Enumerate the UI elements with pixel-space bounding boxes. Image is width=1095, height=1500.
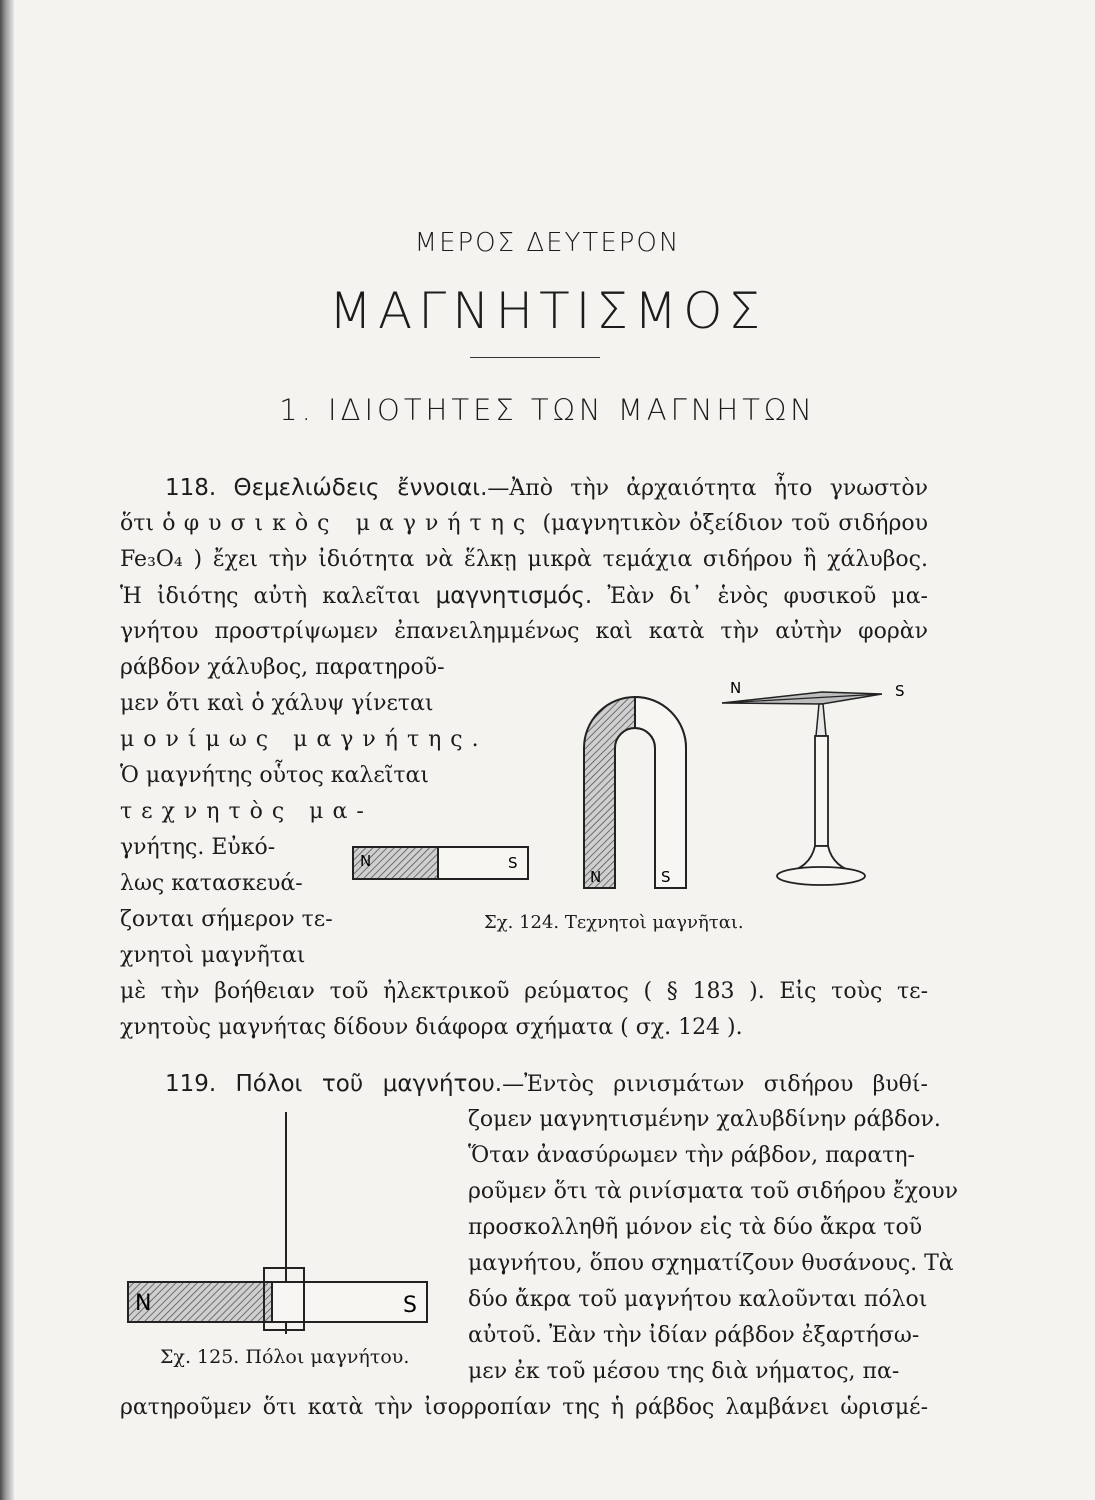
s118-line-1 (165, 470, 928, 507)
s119-heading: Πόλοι τοῦ μαγνήτου. (235, 1071, 503, 1097)
s119-right-line-8: μεν ἐκ τοῦ μέσου της διὰ νήματος, πα- (468, 1359, 900, 1384)
page-edge-shadow (0, 0, 14, 1500)
s119-line-1 (165, 1066, 928, 1103)
s118-col-line-6: γνήτης. Εὐκό- (120, 835, 276, 860)
fig124-horseshoe-magnet (584, 697, 686, 888)
s119-right-line-1: ζομεν μαγνητισμένην χαλυβδίνην ράβδον. (468, 1107, 941, 1132)
chapter-title: ΜΑΓΝΗΤΙΣΜΟΣ (328, 282, 767, 340)
fig124-caption: Σχ. 124. Τεχνητοὶ μαγνῆται. (484, 912, 744, 933)
s119-right-line-7: αὐτοῦ. Ἐὰν τὴν ἰδίαν ράβδον ἐξαρτήσω- (468, 1323, 920, 1348)
s119-right-line-3: ροῦμεν ὅτι τὰ ρινίσματα τοῦ σιδήρου ἔχουν (468, 1179, 958, 1204)
fig124-needle-north-label: N (730, 679, 742, 697)
s118-line-4b: Ἐὰν δι᾿ ἑνὸς φυσικοῦ μα- (607, 584, 928, 609)
s118-formula: Fe₃O₄ (120, 547, 183, 572)
part-title: ΜΕΡΟΣ ΔΕΥΤΕΡΟΝ (414, 228, 681, 258)
fig124-horseshoe-north-label: N (590, 868, 602, 886)
s118-line-16: χνητοὺς μαγνήτας δίδουν διάφορα σχήματα ( σχ. 124 ). (120, 1015, 743, 1040)
s118-col-line-5: τεχνητὸς μα- (120, 799, 373, 824)
s119-number: 119. (165, 1071, 217, 1097)
s119-last-line: ρατηροῦμεν ὅτι κατὰ τὴν ἰσορροπίαν της ἡ ράβδος λαμβάνει ὡρισμέ- (120, 1395, 928, 1420)
s118-line-2b: (μαγνητικὸν ὀξείδιον τοῦ σιδήρου (542, 511, 929, 536)
fig124-bar-north-label: N (360, 852, 372, 870)
s118-line-2 (120, 506, 928, 542)
fig125-caption: Σχ. 125. Πόλοι μαγνήτου. (160, 1346, 410, 1368)
title-rule (470, 357, 600, 358)
fig124-bar-south-label: S (508, 854, 518, 872)
s119-right-line-5: μαγνήτου, ὅπου σχηματίζουν θυσάνους. Τὰ (468, 1251, 954, 1276)
s118-line-3-text: ) ἔχει τὴν ἰδιότητα νὰ ἕλκῃ μικρὰ τεμάχια σιδήρου ἢ χάλυβος. (193, 547, 928, 572)
s118-heading: Θεμελιώδεις ἔννοιαι. (233, 475, 488, 501)
s118-col-line-3: μονίμως μαγνήτης. (120, 727, 488, 752)
fig124-illustration (340, 668, 905, 900)
s118-col-line-9: χνητοὶ μαγνῆται (120, 943, 306, 968)
fig125-north-label: N (135, 1291, 152, 1316)
section-heading: 1. ΙΔΙΟΤΗΤΕΣ ΤΩΝ ΜΑΓΝΗΤΩΝ (279, 393, 816, 427)
fig124-bar-magnet (353, 847, 528, 879)
fig125-illustration (120, 1112, 460, 1362)
s118-line-3 (120, 542, 928, 578)
fig124-needle-on-stand (722, 679, 905, 885)
s118-col-line-1: ράβδον χάλυβος, παρατηροῦ- (120, 655, 445, 680)
s118-term-natural-magnet: φυσικὸς μαγνήτης (183, 511, 535, 536)
s118-col-line-7: λως κατασκευά- (120, 871, 303, 896)
s119-right-line-6: δύο ἄκρα τοῦ μαγνήτου καλοῦνται πόλοι (468, 1287, 928, 1312)
s118-line-4 (120, 578, 928, 615)
s119-right-line-4: προσκολληθῆ μόνον εἰς τὰ δύο ἄκρα τοῦ (468, 1215, 923, 1240)
s118-col-line-4: Ὁ μαγνήτης οὗτος καλεῖται (120, 763, 429, 788)
s118-line-4a: Ἡ ἰδιότης αὐτὴ καλεῖται (120, 584, 421, 609)
s118-line-5: γνήτου προστρίψωμεν ἐπανειλημμένως καὶ κατὰ τὴν αὐτὴν φορὰν (120, 619, 928, 644)
s118-col-line-2: μεν ὅτι καὶ ὁ χάλυψ γίνεται (120, 691, 434, 716)
fig125-south-label: S (403, 1293, 417, 1318)
s118-col-line-8: ζονται σήμερον τε- (120, 907, 333, 932)
s118-term-magnetism: μαγνητισμός. (435, 583, 593, 609)
fig124-horseshoe-south-label: S (661, 868, 671, 886)
s118-line-2a: ὅτι ὁ (120, 511, 176, 536)
s119-right-line-2: Ὅταν ἀνασύρωμεν τὴν ράβδον, παρατη- (468, 1143, 915, 1168)
s118-line-15: μὲ τὴν βοήθειαν τοῦ ἠλεκτρικοῦ ρεύματος ( § 183 ). Εἰς τοὺς τε- (120, 979, 928, 1004)
s119-line-1-text: —Ἐντὸς ρινισμάτων σιδήρου βυθί- (502, 1072, 928, 1097)
s118-line-1-text: —Ἀπὸ τὴν ἀρχαιότητα ἦτο γνωστὸν (487, 476, 928, 501)
s118-number: 118. (165, 475, 217, 501)
fig124-needle-south-label: S (895, 682, 905, 700)
